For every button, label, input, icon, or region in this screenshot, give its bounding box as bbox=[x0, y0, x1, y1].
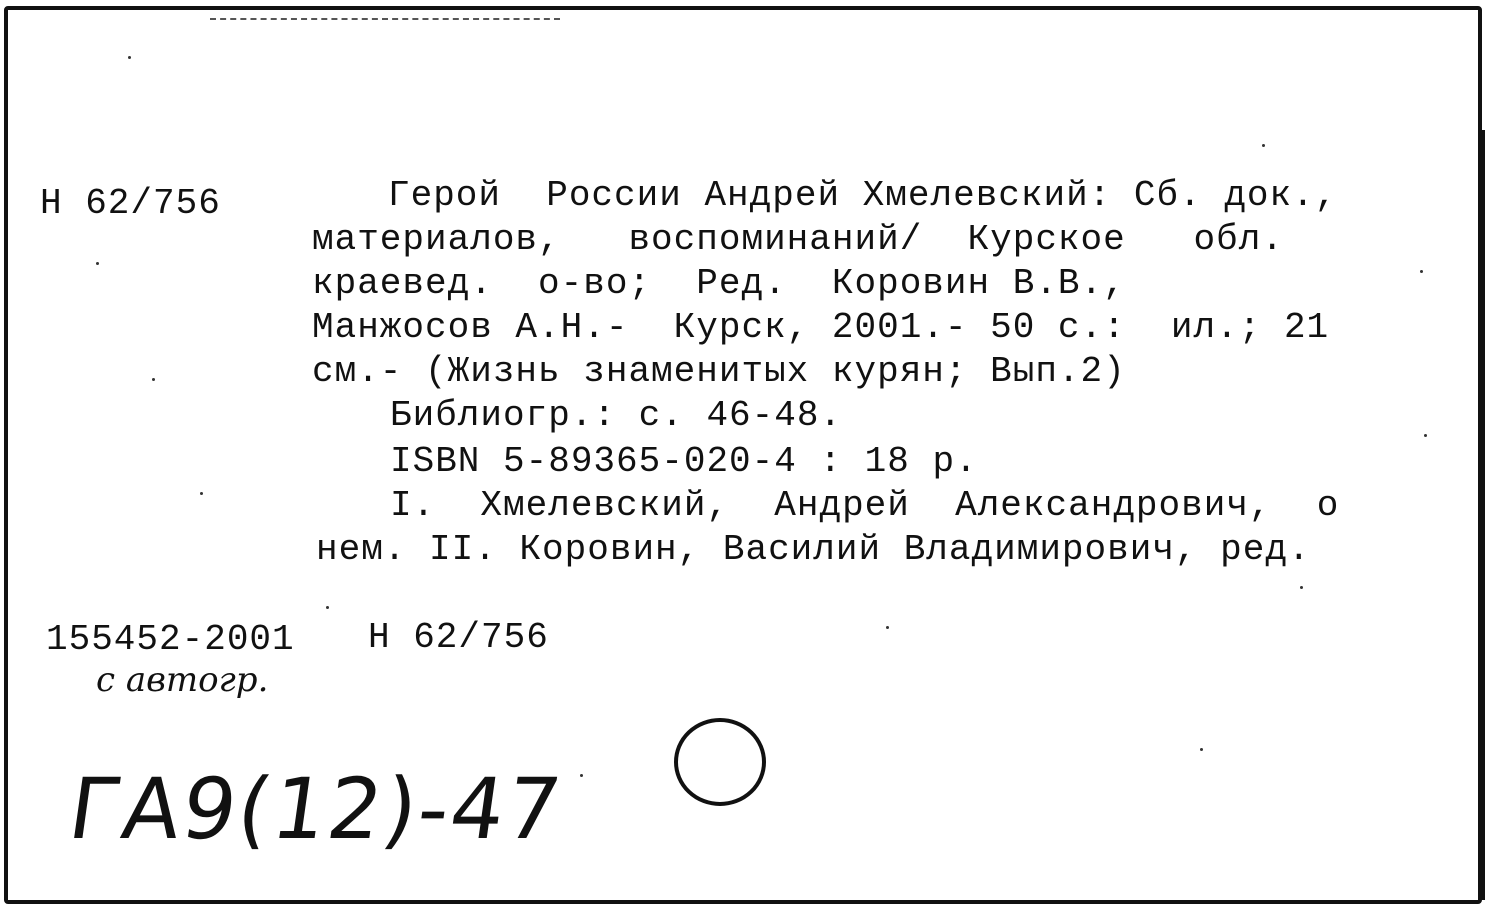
bibliography-note: Библиогр.: с. 46-48. bbox=[390, 395, 843, 436]
inventory-shelf-mark: Н 62/756 bbox=[368, 617, 549, 658]
subject-line-1: I. Хмелевский, Андрей Александрович, о bbox=[390, 485, 1340, 526]
shelf-mark: Н 62/756 bbox=[40, 183, 221, 224]
card-edge bbox=[1479, 130, 1485, 900]
entry-line-2: материалов, воспоминаний/ Курское обл. bbox=[312, 219, 1284, 260]
entry-line-5: см.- (Жизнь знаменитых курян; Вып.2) bbox=[312, 351, 1126, 392]
subject-line-2: нем. II. Коровин, Василий Владимирович, ред. bbox=[316, 529, 1311, 570]
scan-smudge bbox=[210, 18, 560, 23]
entry-line-1: Герой России Андрей Хмелевский: Сб. док., bbox=[388, 175, 1338, 216]
entry-line-3: краевед. о-во; Ред. Коровин В.В., bbox=[312, 263, 1126, 304]
handwritten-autograph-note: с автогр. bbox=[96, 660, 269, 700]
entry-line-4: Манжосов А.Н.- Курск, 2001.- 50 с.: ил.; 21 bbox=[312, 307, 1330, 348]
isbn-line: ISBN 5-89365-020-4 : 18 р. bbox=[390, 441, 978, 482]
inventory-number: 155452-2001 bbox=[46, 619, 295, 660]
handwritten-classification-code: ГА9(12)-47 bbox=[63, 760, 569, 858]
circle-stamp-icon bbox=[672, 712, 768, 808]
